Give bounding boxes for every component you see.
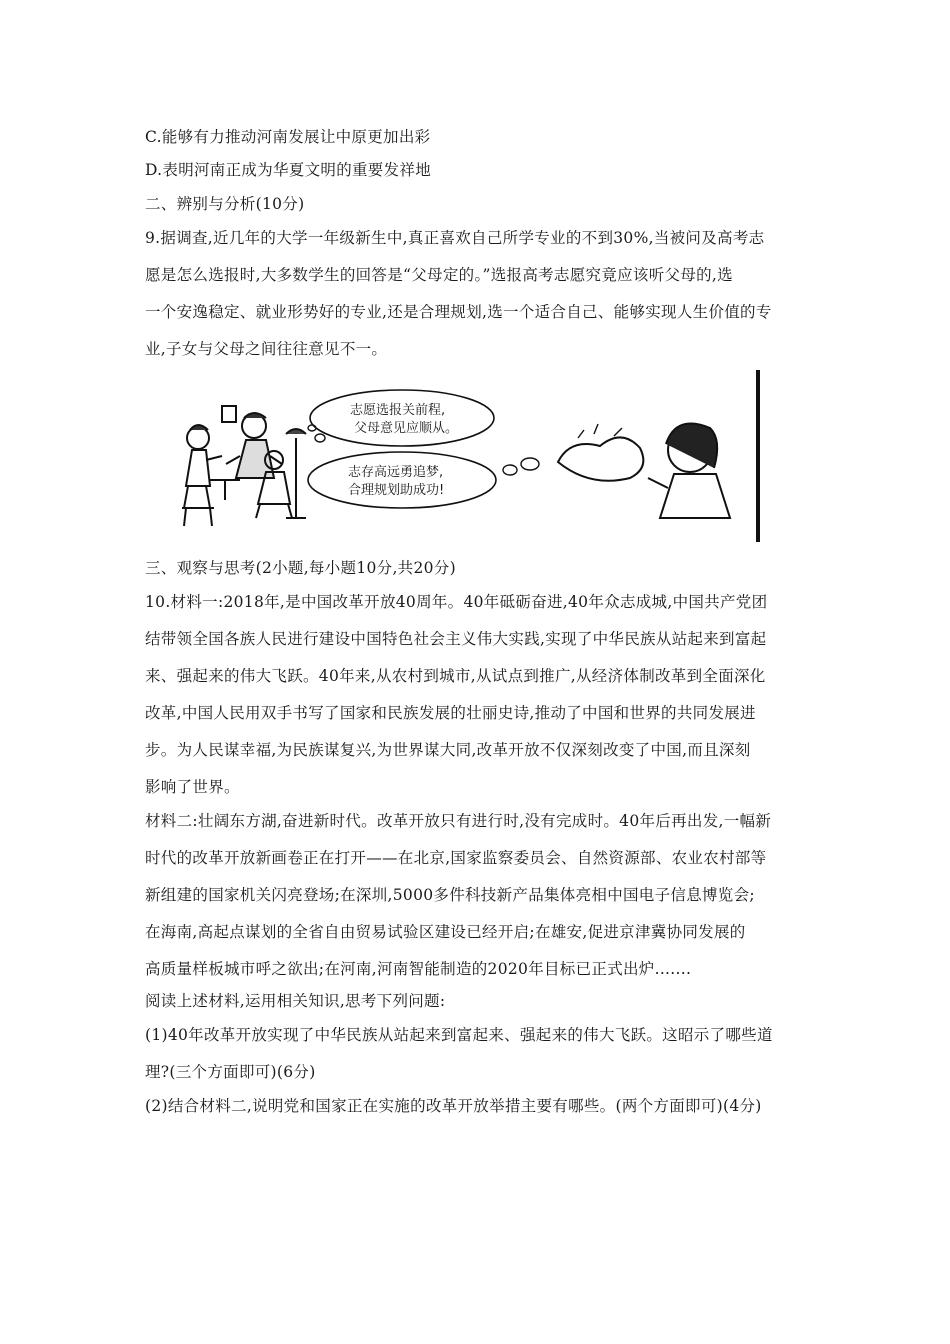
bubble-child-line-1: 志存高远勇追梦, [348, 465, 444, 480]
question-9-line: 9.据调查,近几年的大学一年级新生中,真正喜欢自己所学专业的不到30%,当被问及高考志 [145, 229, 765, 247]
sub-question-1-cont: 理?(三个方面即可)(6分) [145, 1063, 316, 1081]
vertical-bar [756, 370, 760, 542]
cartoon-illustration [170, 368, 770, 548]
dreaming-girl [558, 424, 730, 518]
question-10-line: 步。为人民谋幸福,为民族谋复兴,为世界谋大同,改革开放不仅深刻改变了中国,而且深刻 [145, 741, 751, 759]
question-10-line: 影响了世界。 [145, 778, 240, 796]
material-two-line: 新组建的国家机关闪亮登场;在深圳,5000多件科技新产品集体亮相中国电子信息博览会; [145, 886, 755, 904]
question-9-line: 业,子女与父母之间往往意见不一。 [145, 340, 388, 358]
bubble-child-view [308, 452, 496, 508]
option-c: C.能够有力推动河南发展让中原更加出彩 [145, 128, 431, 146]
material-two-line: 时代的改革开放新画卷正在打开——在北京,国家监察委员会、自然资源部、农业农村部等 [145, 849, 767, 867]
question-10-line: 结带领全国各族人民进行建设中国特色社会主义伟大实践,实现了中华民族从站起来到富起 [145, 630, 767, 648]
bubble-parents-line-1: 志愿选报关前程, [350, 403, 446, 418]
sub-question-2: (2)结合材料二,说明党和国家正在实施的改革开放举措主要有哪些。(两个方面即可)(4分) [145, 1097, 762, 1115]
question-9-cartoon [170, 368, 770, 548]
question-10-line: 来、强起来的伟大飞跃。40年来,从农村到城市,从试点到推广,从经济体制改革到全面深化 [145, 667, 766, 685]
option-d: D.表明河南正成为华夏文明的重要发祥地 [145, 161, 432, 179]
material-two-line: 材料二:壮阔东方湖,奋进新时代。改革开放只有进行时,没有完成时。40年后再出发,一幅新 [145, 812, 772, 830]
question-10-line: 10.材料一:2018年,是中国改革开放40周年。40年砥砺奋进,40年众志成城,中国共产党团 [145, 593, 768, 611]
reading-instruction: 阅读上述材料,运用相关知识,思考下列问题: [145, 992, 446, 1010]
section-three-heading: 三、观察与思考(2小题,每小题10分,共20分) [145, 559, 456, 577]
bubble-child-line-2: 合理规划助成功! [348, 483, 445, 498]
material-two-line: 高质量样板城市呼之欲出;在河南,河南智能制造的2020年目标已正式出炉....... [145, 960, 692, 978]
question-10-line: 改革,中国人民用双手书写了国家和民族发展的壮丽史诗,推动了中国和世界的共同发展进 [145, 704, 756, 722]
question-9-line: 一个安逸稳定、就业形势好的专业,还是合理规划,选一个适合自己、能够实现人生价值的专 [145, 303, 772, 321]
question-9-line: 愿是怎么选报时,大多数学生的回答是“父母定的。”选报高考志愿究竟应该听父母的,选 [145, 266, 733, 284]
sub-question-1: (1)40年改革开放实现了中华民族从站起来到富起来、强起来的伟大飞跃。这昭示了哪些道 [145, 1026, 773, 1044]
bubble-parents-view [310, 390, 494, 446]
section-two-heading: 二、辨别与分析(10分) [145, 195, 305, 213]
material-two-line: 在海南,高起点谋划的全省自由贸易试验区建设已经开启;在雄安,促进京津冀协同发展的 [145, 923, 746, 941]
bubble-parents-line-2: 父母意见应顺从。 [354, 421, 459, 436]
parents-child-group [182, 406, 306, 526]
